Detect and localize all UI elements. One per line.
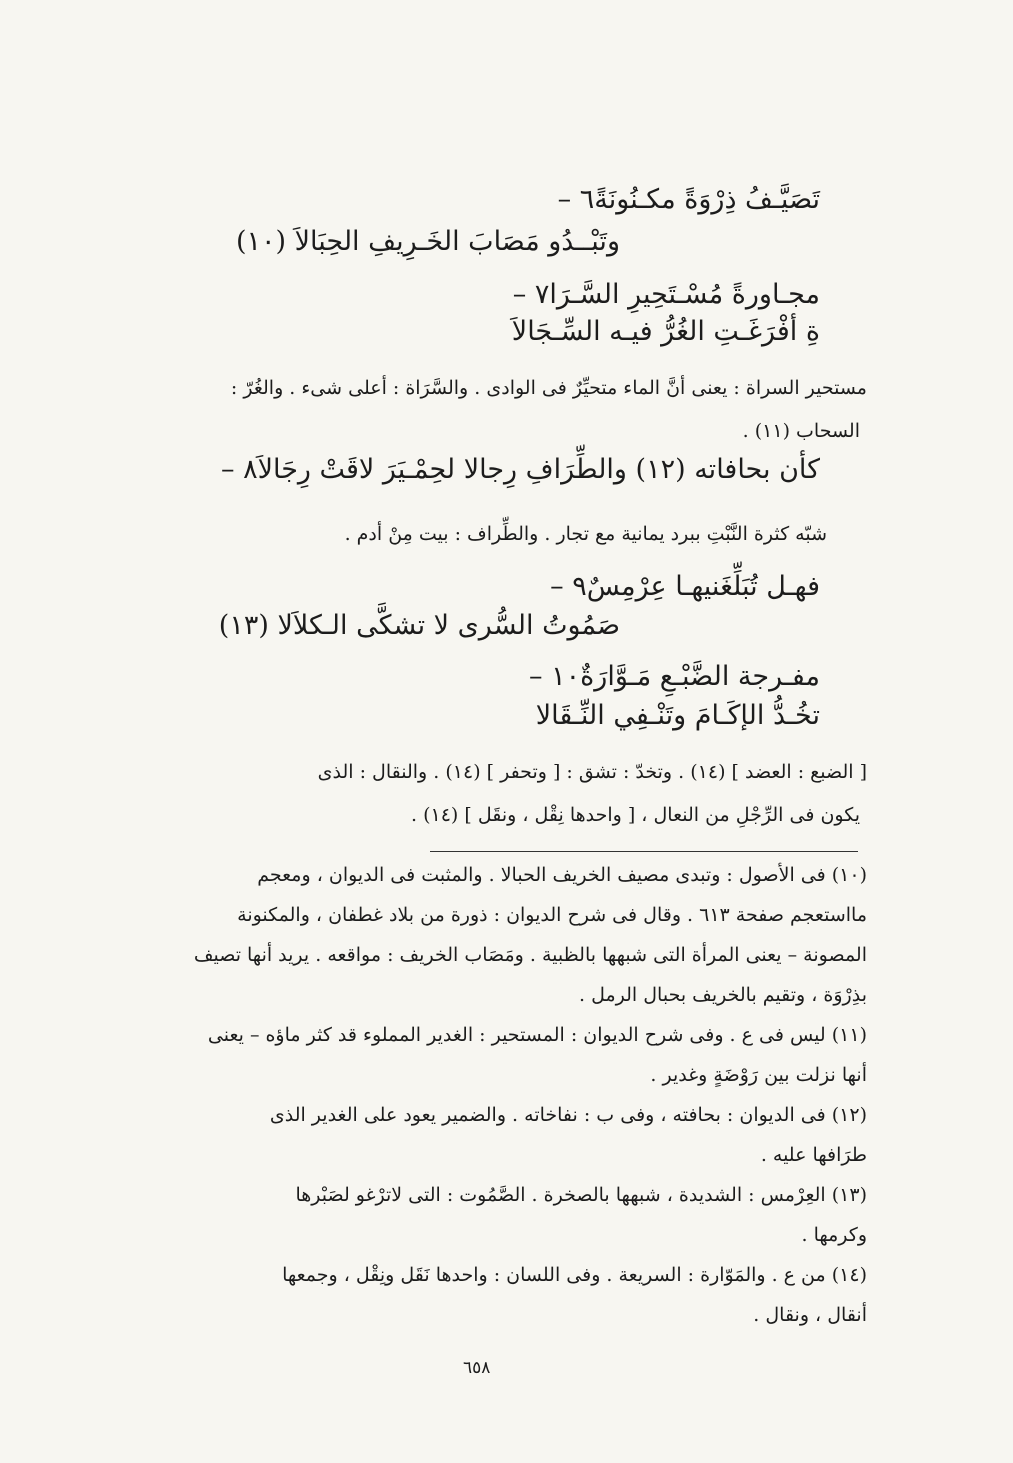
verse-7-hemistich-2: ةِ أفْرَغَـتِ الغُرُّ فيـه السِّـجَالاَ [511,316,820,347]
verse-6-hemistich-1: ٦ –تَصَيَّـفُ ذِرْوَةً مكـنُونَةً [557,184,820,215]
commentary-line: السحاب (١١) . [742,420,860,442]
verse-7-hemistich-1: ٧ –مجـاورةً مُسْـتَحِيرِ السَّـرَا [512,279,820,310]
footnote-10-line: (١٠) فى الأصول : وتبدى مصيف الخريف الحبالا . والمثبت فى الديوان ، ومعجم [257,864,867,886]
verse-6-number: ٦ – [557,184,595,215]
footnote-10-line: المصونة – يعنى المرأة التى شبهها بالظبية . ومَصَاب الخريف : مواقعه . يريد أنها تصيف [193,944,867,966]
verse-9-number: ٩ – [550,571,587,602]
verse-9-hemistich-2: صَمُوتُ السُّرى لا تشكَّى الـكلاَلا (١٣) [218,610,620,641]
verse-10-hemistich-1: ١٠ –مفـرجة الضَّبْـعِ مَـوَّارَةٌ [529,661,820,692]
footnote-14-line: (١٤) من ع . والمَوّارة : السريعة . وفى اللسان : واحدها نَقَل ونِقْل ، وجمعها [282,1264,867,1286]
verse-6-hemistich-2: وتَبْــدُو مَصَابَ الخَـرِيفِ الحِبَالاَ (١٠) [235,226,620,257]
footnote-14-line: أنقال ، ونقال . [753,1304,867,1326]
footnote-13-line: (١٣) العِرْمس : الشديدة ، شبهها بالصخرة . الصَّمُوت : التى لاترْغو لصَبْرها [295,1184,867,1206]
footnote-10-line: مااستعجم صفحة ٦١٣ . وقال فى شرح الديوان : ذورة من بلاد غطفان ، والمكنونة [237,904,867,926]
verse-9-hemistich-1: ٩ –فهـل تُبَلِّغَنيهـا عِرْمِسٌ [550,571,820,602]
commentary-line: يكون فى الرِّجْلِ من النعال ، [ واحدها نِقْل ، ونقَل ] (١٤) . [411,804,860,826]
page-number: ٦٥٨ [463,1358,491,1378]
footnote-13-line: وكرمها . [801,1224,867,1246]
verse-8-number: ٨ – [220,454,258,485]
footnote-12-line: (١٢) فى الديوان : بحافته ، وفى ب : نفاخاته . والضمير يعود على الغدير الذى [269,1104,867,1126]
verse-7-number: ٧ – [512,279,550,310]
footnote-10-line: بذِرْوَة ، وتقيم بالخريف بحبال الرمل . [579,984,867,1006]
footnote-divider [430,851,858,852]
footnote-11-line: (١١) ليس فى ع . وفى شرح الديوان : المستحير : الغدير المملوء قد كثر ماؤه – يعنى [207,1024,867,1046]
verse-8: ٨ –كأن بحافاته (١٢) والطِّرَافِ رِجالا لحِمْـيَرَ لاقَتْ رِجَالاَ [220,454,820,485]
footnote-12-line: طرَافها عليه . [760,1144,867,1166]
verse-10-hemistich-2: تخُـدُّ الإكَـامَ وتَنْـفِي النِّـقَالا [535,700,820,731]
commentary-line: شبّه كثرة النَّبْتِ ببرد يمانية مع تجار . والطِّراف : بيت مِنْ أدم . [344,523,827,545]
footnote-11-line: أنها نزلت بين رَوْضَةٍ وغدير . [650,1064,867,1086]
commentary-line: [ الضبع : العضد ] (١٤) . وتخدّ : تشق : [ وتحفر ] (١٤) . والنقال : الذى [317,761,867,783]
verse-10-number: ١٠ – [529,661,581,692]
commentary-line: مستحير السراة : يعنى أنَّ الماء متحيِّرٌ فى الوادى . والسَّرَاة : أعلى شىء . والغُرّ : [230,377,867,399]
